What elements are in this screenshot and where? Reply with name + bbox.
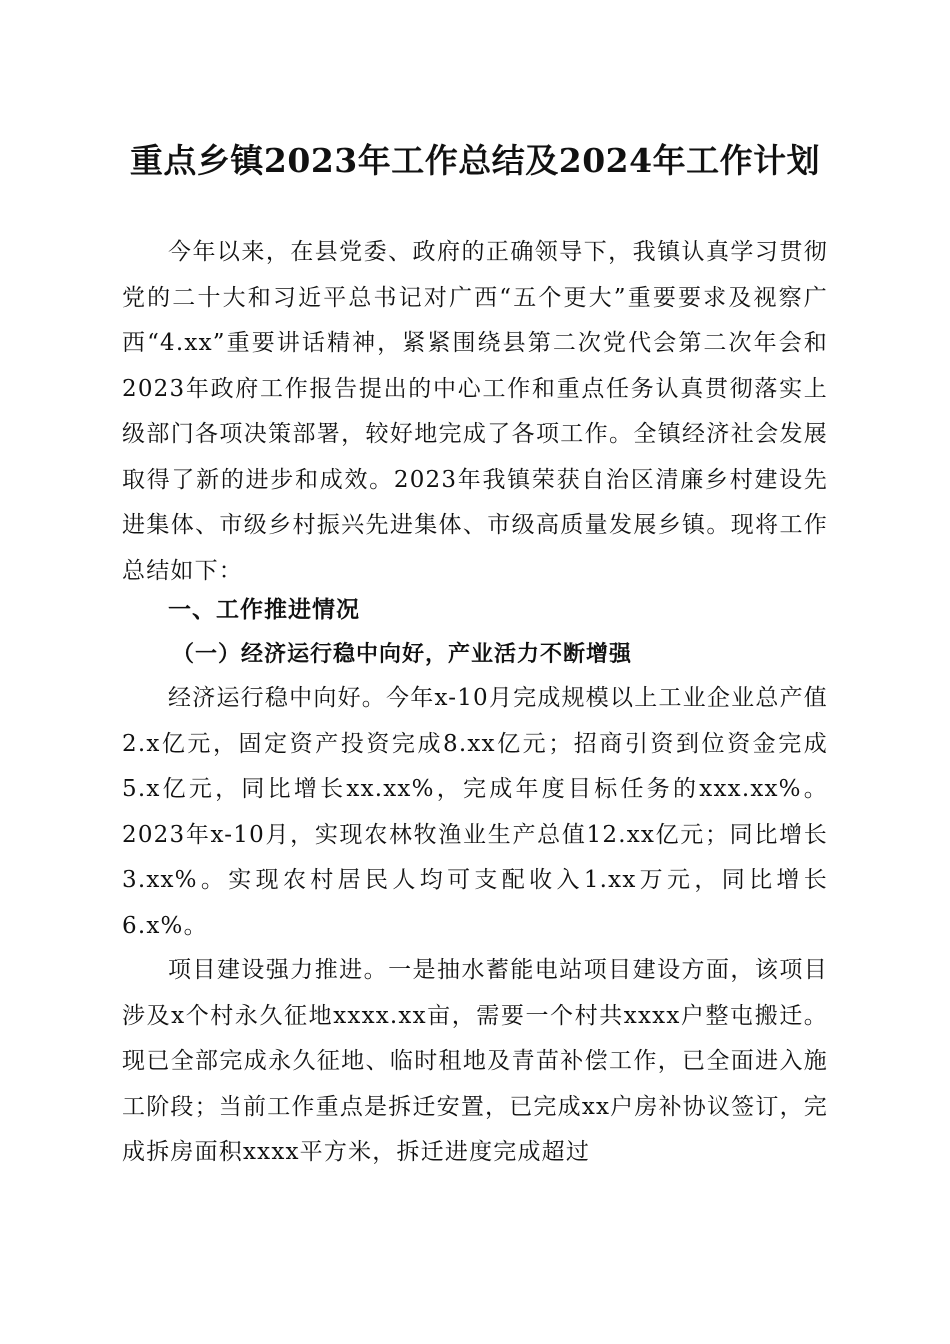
section-heading-work-progress: 一、工作推进情况 <box>168 597 360 623</box>
projects-paragraph: 项目建设强力推进。一是抽水蓄能电站项目建设方面，该项目涉及x个村永久征地xxxx.xx亩，需要一个村共xxxx户整屯搬迁。现已全部完成永久征地、临时租地及青苗补偿工作，已全面进入施工阶段；当前工作重点是拆迁安置，已完成xx户房补协议签订，完成拆房面积xxxx平方米，拆迁进度完成超过 <box>122 957 828 1165</box>
subsection-heading-economy: （一）经济运行稳中向好，产业活力不断增强 <box>172 641 633 667</box>
economy-paragraph: 经济运行稳中向好。今年x-10月完成规模以上工业企业总产值2.x亿元，固定资产投资完成8.xx亿元；招商引资到位资金完成5.x亿元，同比增长xx.xx%，完成年度目标任务的xxx.xx%。2023年x-10月，实现农林牧渔业生产总值12.xx亿元；同比增长3.xx%。实现农村居民人均可支配收入1.xx万元，同比增长6.x%。 <box>122 685 828 939</box>
document-title: 重点乡镇2023年工作总结及2024年工作计划 <box>129 141 821 180</box>
intro-paragraph: 今年以来，在县党委、政府的正确领导下，我镇认真学习贯彻党的二十大和习近平总书记对广西“五个更大”重要要求及视察广西“4.xx”重要讲话精神，紧紧围绕县第二次党代会第二次年会和2023年政府工作报告提出的中心工作和重点任务认真贯彻落实上级部门各项决策部署，较好地完成了各项工作。全镇经济社会发展取得了新的进步和成效。2023年我镇荣获自治区清廉乡村建设先进集体、市级乡村振兴先进集体、市级高质量发展乡镇。现将工作总结如下： <box>122 239 828 584</box>
